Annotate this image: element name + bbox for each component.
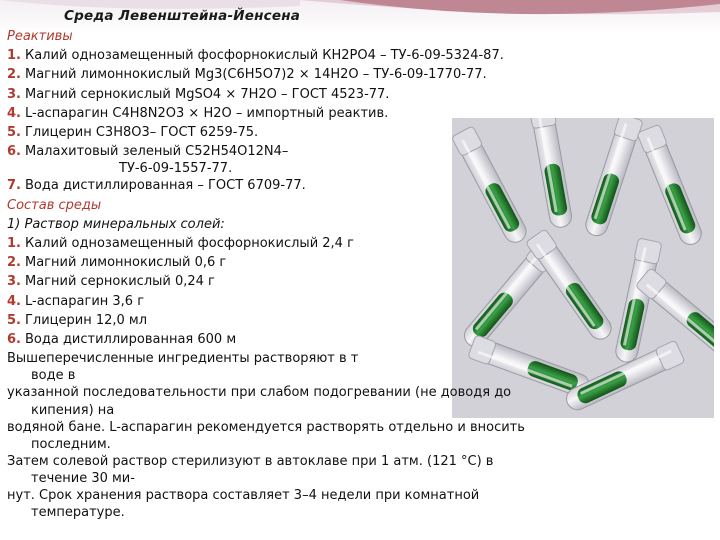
reagent-item: 7. Вода дистиллированная – ГОСТ 6709-77. (7, 178, 306, 194)
composition-item: 1. Калий однозамещенный фосфорнокислый 2,4 г (7, 236, 354, 252)
reagent-item: 1. Калий однозамещенный фосфорнокислый КН2РО4 – ТУ-6-09-5324-87. (7, 48, 504, 64)
composition-item: 2. Магний лимоннокислый 0,6 г (7, 255, 227, 271)
reagents-heading: Реактивы (7, 29, 73, 44)
paragraph-line-continuation: кипения) на (31, 402, 115, 418)
composition-item: 6. Вода дистиллированная 600 м (7, 332, 237, 348)
reagent-item: 4. L-аспарагин С4Н8N2О3 × Н2О – импортный реактив. (7, 105, 389, 121)
composition-item: 5. Глицерин 12,0 мл (7, 312, 148, 328)
document-body (7, 27, 713, 520)
composition-item: 3. Магний сернокислый 0,24 г (7, 274, 215, 290)
composition-subheading: 1) Раствор минеральных солей: (7, 216, 225, 232)
paragraph-line-continuation: течение 30 ми- (31, 471, 135, 487)
paragraph-line: Вышеперечисленные ингредиенты растворяют в т (7, 351, 359, 367)
composition-heading: Состав среды (7, 197, 102, 213)
paragraph-line: Затем солевой раствор стерилизуют в автоклаве при 1 атм. (121 °С) в (7, 453, 494, 469)
paragraph-line: нут. Срок хранения раствора составляет 3–4 недели при комнатной (7, 488, 480, 504)
reagent-item: 2. Магний лимоннокислый Mg3(C6H5O7)2 × 14H2O – ТУ-6-09-1770-77. (7, 67, 487, 83)
reagent-item: 5. Глицерин С3Н8О3– ГОСТ 6259-75. (7, 125, 259, 141)
page-title: Среда Левенштейна-Йенсена (64, 8, 301, 24)
reagent-item: 3. Магний сернокислый MgSO4 × 7H2O – ГОСТ 4523-77. (7, 86, 390, 102)
reagent-item-continuation: ТУ-6-09-1557-77. (119, 161, 233, 177)
paragraph-line: водяной бане. L-аспарагин рекомендуется растворять отдельно и вносить (7, 419, 525, 435)
paragraph-line-continuation: воде в (31, 368, 76, 384)
paragraph-line-continuation: температуре. (31, 505, 125, 521)
reagent-item: 6. Малахитовый зеленый C52H54O12N4– (7, 144, 289, 160)
paragraph-line-continuation: последним. (31, 436, 111, 452)
composition-item: 4. L-аспарагин 3,6 г (7, 293, 145, 309)
paragraph-line: указанной последовательности при слабом подогревании (не доводя до (7, 385, 512, 401)
